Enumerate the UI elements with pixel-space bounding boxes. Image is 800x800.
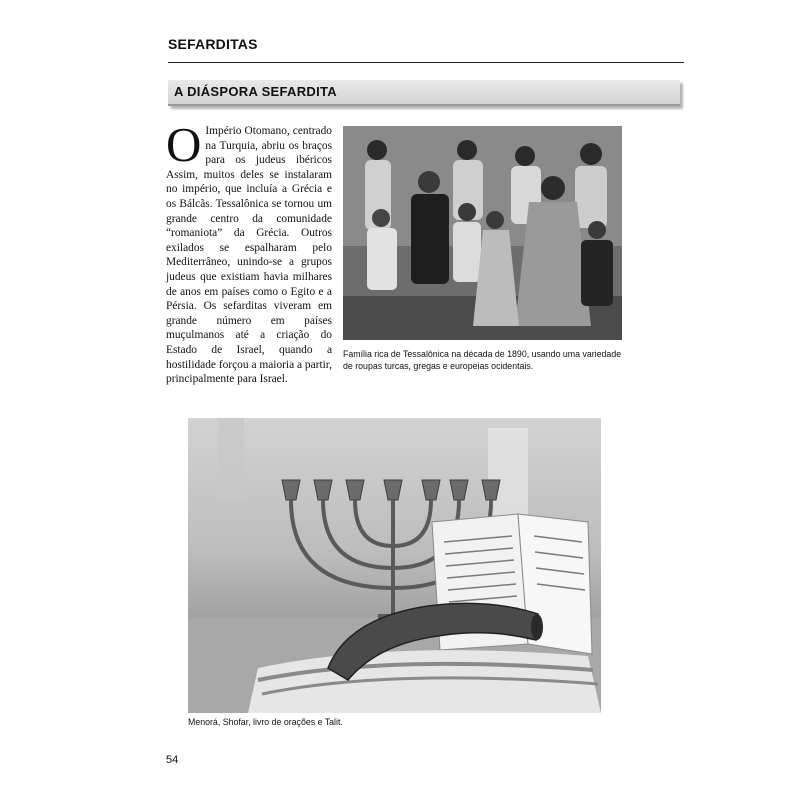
- ritual-objects-caption: Menorá, Shofar, livro de orações e Talit.: [188, 717, 343, 727]
- family-photo: [343, 126, 622, 340]
- family-photo-illustration: [343, 126, 622, 340]
- article-text: Império Otomano, centrado na Turquia, abriu os braços para os judeus ibéricos Assim, muitos deles se instalaram no império, que incluía a Grécia e os Bálcãs. Tessalônica se tornou um grande centro da comunidade “romaniota” da Grécia. Outros exilados se espalharam pelo Mediterrâneo, unindo-se a grupos judeus que existiam havia milhares de anos em países como o Egito e a Pérsia. Os sefarditas viveram em grande número em países muçulmanos até a criação do Estado de Israel, quando a hostilidade forçou a maioria a partir, principalmente para Israel.: [166, 125, 332, 386]
- drop-cap: O: [166, 117, 202, 172]
- family-photo-caption: Família rica de Tessalônica na década de 1890, usando uma variedade de roupas turcas, gregas e europeias ocidentais.: [343, 349, 622, 371]
- page-number: 54: [166, 754, 179, 766]
- ritual-objects-illustration: [188, 418, 601, 713]
- ritual-objects-photo: [188, 418, 601, 713]
- chapter-banner: [168, 80, 680, 106]
- header-rule: [168, 62, 684, 63]
- section-title: SEFARDITAS: [168, 36, 258, 52]
- article-body: [166, 117, 332, 387]
- banner-title: A DIÁSPORA SEFARDITA: [174, 84, 337, 99]
